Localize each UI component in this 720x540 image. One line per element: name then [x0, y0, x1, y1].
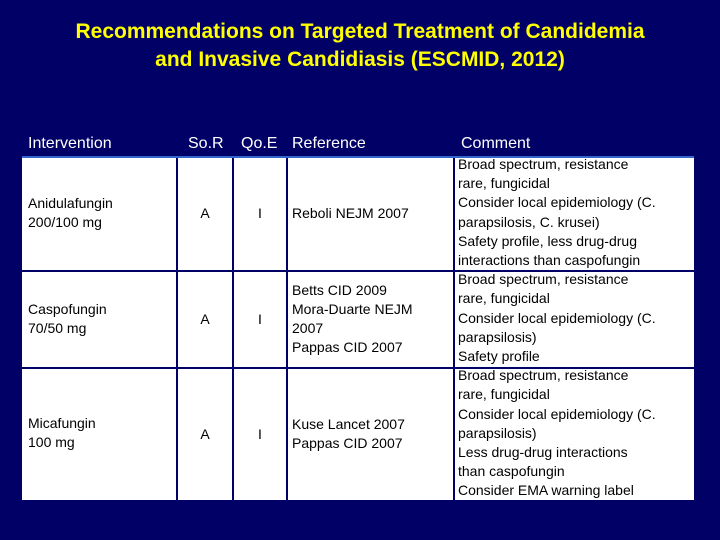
header-sor: So.R: [188, 135, 224, 152]
comment-line: Broad spectrum, resistance: [458, 271, 629, 288]
table-row-caspofungin: [28, 300, 107, 338]
comment-line: Less drug-drug interactions: [458, 444, 628, 461]
title-line-1: Recommendations on Targeted Treatment of Candidemia: [75, 20, 645, 43]
comment-line: interactions than caspofungin: [458, 252, 641, 269]
intervention-name: Anidulafungin: [28, 195, 113, 211]
intervention-dose: 100 mg: [28, 434, 75, 450]
comment-line: rare, fungicidal: [458, 290, 550, 307]
comment-column: [458, 155, 694, 501]
column-separator: [453, 158, 455, 500]
reference-cell: [292, 281, 413, 357]
comment-line: Consider EMA warning label: [458, 482, 634, 499]
reference-cell: [292, 415, 405, 453]
qoe-value: I: [258, 426, 262, 442]
sor-value: A: [200, 311, 210, 327]
comment-line: Safety profile: [458, 348, 540, 365]
intervention-dose: 70/50 mg: [28, 320, 87, 336]
qoe-value: I: [258, 205, 262, 221]
comment-line: Consider local epidemiology (C.: [458, 405, 656, 422]
comment-line: than caspofungin: [458, 463, 565, 480]
reference-line: Betts CID 2009: [292, 282, 387, 298]
intervention-dose: 200/100 mg: [28, 214, 102, 230]
reference-line: Kuse Lancet 2007: [292, 416, 405, 432]
comment-line: rare, fungicidal: [458, 386, 550, 403]
column-separator: [286, 158, 288, 500]
intervention-name: Caspofungin: [28, 301, 107, 317]
comment-line: rare, fungicidal: [458, 175, 550, 192]
reference-line: Pappas CID 2007: [292, 339, 403, 355]
header-reference: Reference: [292, 135, 366, 152]
comment-line: parapsilosis): [458, 424, 537, 441]
table-header-row: [22, 131, 694, 158]
title-line-2: and Invasive Candidiasis (ESCMID, 2012): [155, 48, 565, 71]
reference-line: 2007: [292, 320, 324, 336]
slide-title: [0, 18, 720, 74]
reference-line: Reboli NEJM 2007: [292, 205, 409, 221]
qoe-value: I: [258, 311, 262, 327]
table-row-micafungin: [28, 414, 96, 452]
header-qoe: Qo.E: [241, 135, 278, 152]
sor-value: A: [200, 426, 210, 442]
reference-cell: [292, 204, 409, 223]
comment-line: parapsilosis): [458, 328, 537, 345]
table-row-anidulafungin: [28, 194, 113, 232]
comment-line: Consider local epidemiology (C.: [458, 194, 656, 211]
comment-line: parapsilosis, C. krusei): [458, 213, 600, 230]
sor-value: A: [200, 205, 210, 221]
intervention-name: Micafungin: [28, 415, 96, 431]
comment-line: Safety profile, less drug-drug: [458, 232, 637, 249]
header-comment: Comment: [461, 135, 531, 152]
header-intervention: Intervention: [28, 135, 112, 152]
comment-line: Consider local epidemiology (C.: [458, 309, 656, 326]
comment-line: Broad spectrum, resistance: [458, 156, 629, 172]
reference-line: Pappas CID 2007: [292, 435, 403, 451]
reference-line: Mora-Duarte NEJM: [292, 301, 413, 317]
comment-line: Broad spectrum, resistance: [458, 367, 629, 384]
